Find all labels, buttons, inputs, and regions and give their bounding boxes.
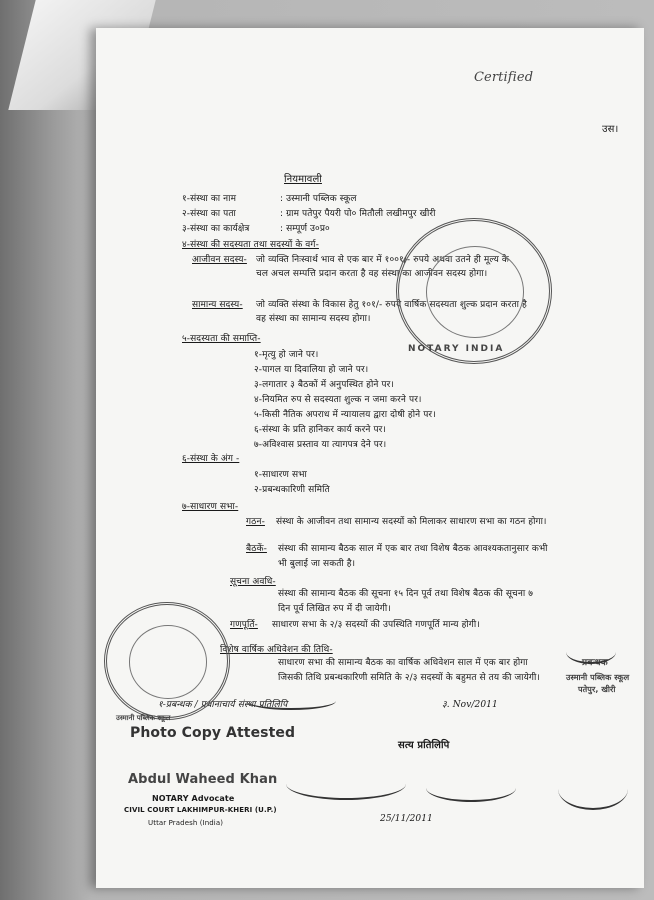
meeting-line1: संस्था की सामान्य बैठक साल में एक बार तथा विशेष बैठक आवश्यकतानुसार कभी bbox=[278, 544, 548, 554]
right-stamp-line3: पतेपुर, खीरी bbox=[578, 685, 616, 694]
signature-mark bbox=[286, 768, 406, 800]
society-area-value: : सम्पूर्ण उ०प्र० bbox=[280, 224, 330, 234]
termination-item: १-मृत्यु हो जाने पर। bbox=[254, 350, 319, 360]
certified-note: Certified bbox=[474, 70, 534, 85]
annual-line1: साधारण सभा की सामान्य बैठक का वार्षिक अधिवेशन साल में एक बार होगा bbox=[278, 658, 528, 668]
notary-court: CIVIL COURT LAKHIMPUR-KHERI (U.P.) bbox=[124, 806, 277, 814]
meeting-line2: भी बुलाई जा सकती है। bbox=[278, 559, 356, 569]
signature-mark bbox=[426, 774, 516, 802]
notary-title: NOTARY Advocate bbox=[152, 794, 235, 803]
general-body-heading: ७-साधारण सभा- bbox=[182, 502, 239, 512]
organ-item: २-प्रबन्धकारिणी समिति bbox=[254, 485, 330, 495]
organs-heading: ६-संस्था के अंग - bbox=[182, 454, 240, 464]
life-member-line1: जो व्यक्ति निःस्वार्थ भाव से एक बार में १००१/- रुपये अथवा उतने ही मूल्य के bbox=[256, 255, 509, 265]
notary-seal-text: NOTARY INDIA bbox=[408, 344, 505, 354]
termination-item: ४-नियमित रुप से सदस्यता शुल्क न जमा करने पर। bbox=[254, 395, 422, 405]
school-seal-text: उस्मानी पब्लिक स्कूल bbox=[116, 714, 171, 722]
annual-line2: जिसकी तिथि प्रबन्धकारिणी समिति के २/३ सदस्यों के बहुमत से तय की जायेगी। bbox=[278, 673, 540, 683]
right-stamp-line1: प्रबन्धक bbox=[582, 658, 608, 668]
formation-label: गठन- bbox=[246, 517, 265, 527]
footer-date: ३. Nov/2011 bbox=[442, 700, 498, 710]
society-name-label: १-संस्था का नाम bbox=[182, 194, 237, 204]
life-member-line2: चल अचल सम्पत्ति प्रदान करता है वह संस्था का आजीवन सदस्य होगा। bbox=[256, 269, 488, 279]
termination-item: ७-अविश्वास प्रस्ताव या त्यागपत्र देने पर। bbox=[254, 440, 387, 450]
signature-mark bbox=[246, 692, 336, 710]
society-area-label: ३-संस्था का कार्यक्षेत्र bbox=[182, 224, 250, 234]
termination-item: ५-किसी नैतिक अपराध में न्यायालय द्वारा दोषी होने पर। bbox=[254, 410, 436, 420]
meeting-label: बैठकें- bbox=[246, 544, 267, 554]
organ-item: १-साधारण सभा bbox=[254, 470, 307, 480]
general-member-line2: वह संस्था का सामान्य सदस्य होगा। bbox=[256, 314, 371, 324]
society-name-value: : उस्मानी पब्लिक स्कूल bbox=[280, 194, 357, 204]
notice-line2: दिन पूर्व लिखित रुप में दी जायेगी। bbox=[278, 604, 391, 614]
general-member-label: सामान्य सदस्य- bbox=[192, 300, 243, 310]
notary-seal bbox=[396, 218, 552, 364]
life-member-label: आजीवन सदस्य- bbox=[192, 255, 247, 265]
termination-item: ६-संस्था के प्रति हानिकर कार्य करने पर। bbox=[254, 425, 386, 435]
page-mark: उस। bbox=[602, 124, 619, 135]
termination-item: ३-लगातार ३ बैठकों में अनुपस्थित होने पर। bbox=[254, 380, 394, 390]
termination-heading: ५-सदस्यता की समाप्ति- bbox=[182, 334, 261, 344]
general-member-line1: जो व्यक्ति संस्था के विकास हेतु १०१/- रुपये वार्षिक सदस्यता शुल्क प्रदान करता है bbox=[256, 300, 527, 310]
footer-note: १-प्रबन्धक / प्रधानाचार्य संस्था प्रतिलिपि bbox=[158, 700, 288, 710]
quorum-text: साधारण सभा के २/३ सदस्यों की उपस्थिति गणपूर्ति मान्य होगी। bbox=[272, 620, 480, 630]
signature-date: 25/11/2011 bbox=[380, 814, 433, 824]
membership-heading: ४-संस्था की सदस्यता तथा सदस्यों के वर्ग- bbox=[182, 240, 319, 250]
right-stamp-line2: उस्मानी पब्लिक स्कूल bbox=[566, 673, 630, 682]
school-seal bbox=[104, 602, 230, 720]
society-address-value: : ग्राम पतेपुर पैयरी पो० मितौली लखीमपुर खीरी bbox=[280, 209, 436, 219]
formation-text: संस्था के आजीवन तथा सामान्य सदस्यों को मिलाकर साधारण सभा का गठन होगा। bbox=[276, 517, 547, 527]
document-title: नियमावली bbox=[284, 174, 322, 185]
notice-label: सूचना अवधि- bbox=[230, 577, 276, 587]
notary-state: Uttar Pradesh (India) bbox=[148, 819, 224, 827]
attest-stamp: Photo Copy Attested bbox=[130, 725, 296, 741]
signature-mark bbox=[558, 768, 628, 810]
notice-line1: संस्था की सामान्य बैठक की सूचना १५ दिन पूर्व तथा विशेष बैठक की सूचना ७ bbox=[278, 589, 534, 599]
quorum-label: गणपूर्ति- bbox=[230, 620, 258, 630]
notary-name: Abdul Waheed Khan bbox=[128, 772, 278, 787]
society-address-label: २-संस्था का पता bbox=[182, 209, 236, 219]
document-page bbox=[96, 28, 644, 888]
termination-item: २-पागल या दिवालिया हो जाने पर। bbox=[254, 365, 369, 375]
true-copy-label: सत्य प्रतिलिपि bbox=[398, 740, 450, 751]
signature-mark bbox=[566, 640, 616, 664]
annual-heading: विशेष वार्षिक अधिवेशन की तिथि- bbox=[220, 645, 333, 655]
